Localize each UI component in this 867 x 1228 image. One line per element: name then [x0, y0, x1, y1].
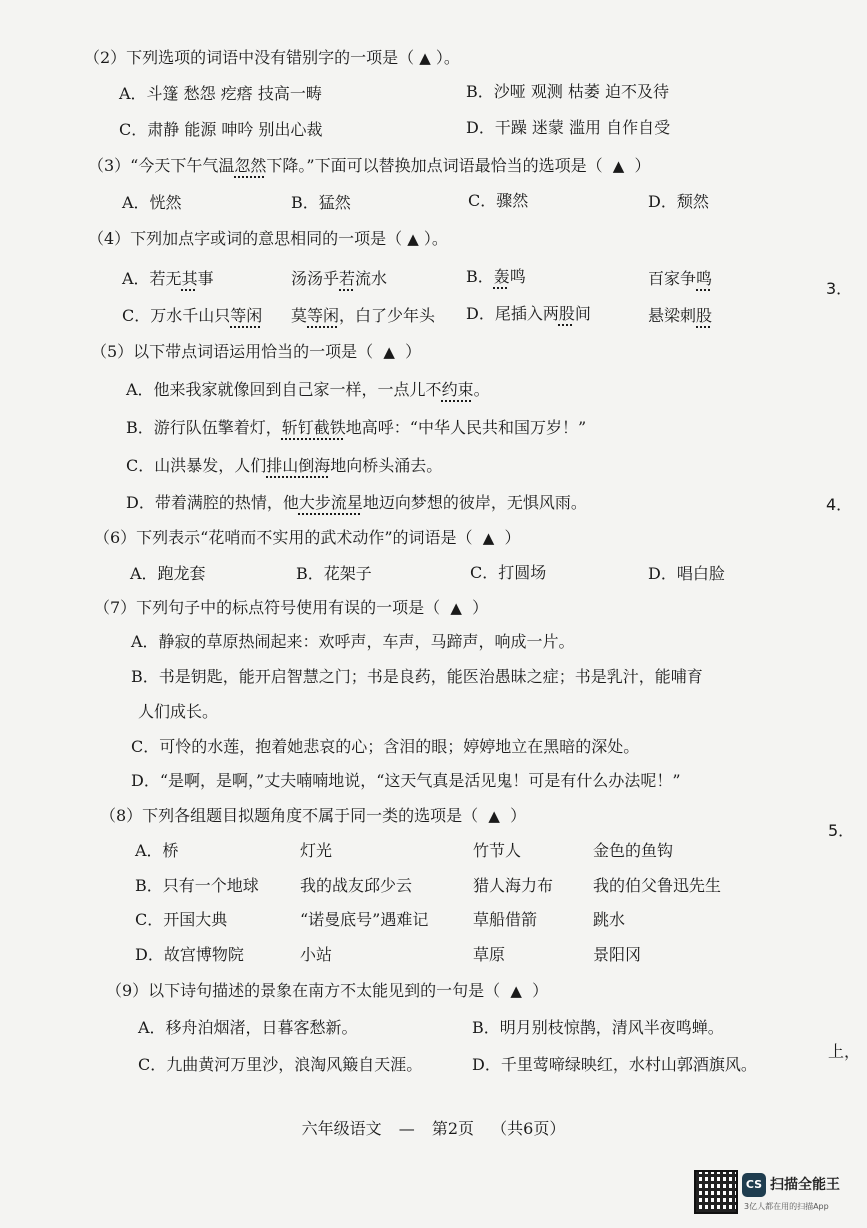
- q4-option-c1: C．万水千山只等闲: [122, 306, 263, 325]
- q2-option-b: B．沙哑 观测 枯萎 迫不及待: [466, 82, 670, 101]
- page-footer: [0, 1116, 867, 1139]
- q4-option-a2: 汤汤乎若流水: [291, 269, 388, 288]
- q8-row-d-2: 小站: [300, 945, 333, 964]
- q2-stem: （2）下列选项的词语中没有错别字的一项是（ ▲ ）。: [84, 48, 460, 67]
- q2-option-a: A．斗篷 愁怨 疙瘩 技高一畴: [119, 84, 322, 103]
- q9-stem: （9）以下诗句描述的景象在南方不太能见到的一句是（ ▲ ）: [106, 981, 549, 1000]
- q3-stem: （3）“今天下午气温忽然下降。”下面可以替换加点词语最恰当的选项是（ ▲ ）: [88, 156, 651, 175]
- q8-row-b-2: 我的战友邱少云: [300, 876, 413, 895]
- q9-option-d: D．千里莺啼绿映红，水村山郭酒旗风。: [472, 1055, 757, 1074]
- q4-option-c2: 莫等闲，白了少年头: [291, 306, 436, 325]
- q7-stem: （7）下列句子中的标点符号使用有误的一项是（ ▲ ）: [94, 598, 489, 617]
- q8-row-c-1: C．开国大典: [135, 910, 228, 929]
- q8-stem: （8）下列各组题目拟题角度不属于同一类的选项是（ ▲ ）: [100, 806, 527, 825]
- q7-option-a: A．静寂的草原热闹起来：欢呼声，车声，马蹄声，响成一片。: [131, 632, 575, 651]
- q5-option-b: B．游行队伍擎着灯，斩钉截铁地高呼：“中华人民共和国万岁！”: [126, 418, 587, 437]
- q8-row-d-4: 景阳冈: [593, 945, 642, 964]
- q7-option-c: C．可怜的水莲，抱着她悲哀的心；含泪的眼；婷婷地立在黑暗的深处。: [131, 737, 640, 756]
- q6-option-d: D．唱白脸: [648, 564, 725, 583]
- q4-option-d2: 悬梁刺股: [648, 306, 713, 325]
- q3-option-c: C．骤然: [468, 191, 529, 210]
- q8-row-d-1: D．故宫博物院: [135, 945, 244, 964]
- q8-row-b-4: 我的伯父鲁迅先生: [593, 876, 722, 895]
- q8-row-a-3: 竹节人: [473, 841, 522, 860]
- q5-option-c: C．山洪暴发，人们排山倒海地向桥头涌去。: [126, 456, 443, 475]
- q7-option-d: D．“是啊，是啊，”丈夫喃喃地说，“这天气真是活见鬼！可是有什么办法呢！”: [131, 771, 681, 790]
- q9-option-a: A．移舟泊烟渚，日暮客愁新。: [138, 1018, 358, 1037]
- footer-subject: 六年级语文: [301, 1119, 382, 1138]
- q8-row-a-1: A．桥: [135, 841, 179, 860]
- q8-row-c-2: “诺曼底号”遇难记: [300, 910, 429, 929]
- q2-option-c: C．肃静 能源 呻吟 别出心裁: [119, 120, 323, 139]
- q5-stem: （5）以下带点词语运用恰当的一项是（ ▲ ）: [91, 342, 422, 361]
- q4-option-d1: D．尾插入两股间: [466, 304, 591, 323]
- q4-stem: （4）下列加点字或词的意思相同的一项是（ ▲ ）。: [88, 229, 448, 248]
- q3-option-d: D．颓然: [648, 192, 709, 211]
- footer-total: （共6页）: [491, 1119, 566, 1138]
- q2-option-d: D．干躁 迷蒙 滥用 自作自受: [466, 118, 671, 137]
- q9-option-b: B．明月别枝惊鹊，清风半夜鸣蝉。: [472, 1018, 724, 1037]
- scanner-tagline: 3亿人都在用的扫描App: [744, 1202, 829, 1211]
- q4-option-a1: A．若无其事: [122, 269, 214, 288]
- q6-option-b: B．花架子: [296, 564, 372, 583]
- q6-option-c: C．打圆场: [470, 563, 547, 582]
- q9-option-c: C．九曲黄河万里沙，浪淘风簸自天涯。: [138, 1055, 423, 1074]
- q4-option-b1: B．轰鸣: [466, 267, 526, 286]
- q7-option-b-line1: B．书是钥匙，能开启智慧之门；书是良药，能医治愚昧之症；书是乳汁，能哺育: [131, 667, 703, 686]
- qr-code-icon: [694, 1170, 738, 1214]
- scanner-app-name: 扫描全能王: [770, 1177, 840, 1193]
- q6-option-a: A．跑龙套: [130, 564, 206, 583]
- footer-page: 第2页: [431, 1119, 475, 1138]
- q7-option-b-line2: 人们成长。: [138, 702, 219, 721]
- q8-row-c-3: 草船借箭: [473, 910, 538, 929]
- q8-row-c-4: 跳水: [593, 910, 626, 929]
- q3-option-b: B．猛然: [291, 193, 351, 212]
- q8-row-a-4: 金色的鱼钩: [593, 841, 674, 860]
- camscanner-logo-icon: CS: [742, 1173, 766, 1197]
- margin-mark-5: 5．: [828, 821, 855, 840]
- q3-option-a: A．恍然: [122, 193, 182, 212]
- margin-mark-shang: 上，: [828, 1042, 861, 1061]
- footer-dash: —: [398, 1119, 415, 1138]
- margin-mark-3: 3．: [826, 279, 853, 298]
- q6-stem: （6）下列表示“花哨而不实用的武术动作”的词语是（ ▲ ）: [94, 528, 521, 547]
- q5-option-a: A．他来我家就像回到自己家一样，一点儿不约束。: [126, 380, 490, 399]
- q5-option-d: D．带着满腔的热情，他大步流星地迈向梦想的彼岸，无惧风雨。: [126, 493, 587, 512]
- margin-mark-4: 4．: [826, 495, 853, 514]
- q8-row-b-3: 猎人海力布: [473, 876, 554, 895]
- q4-option-b2: 百家争鸣: [648, 269, 713, 288]
- q8-row-b-1: B．只有一个地球: [135, 876, 259, 895]
- q8-row-d-3: 草原: [473, 945, 506, 964]
- q8-row-a-2: 灯光: [300, 841, 333, 860]
